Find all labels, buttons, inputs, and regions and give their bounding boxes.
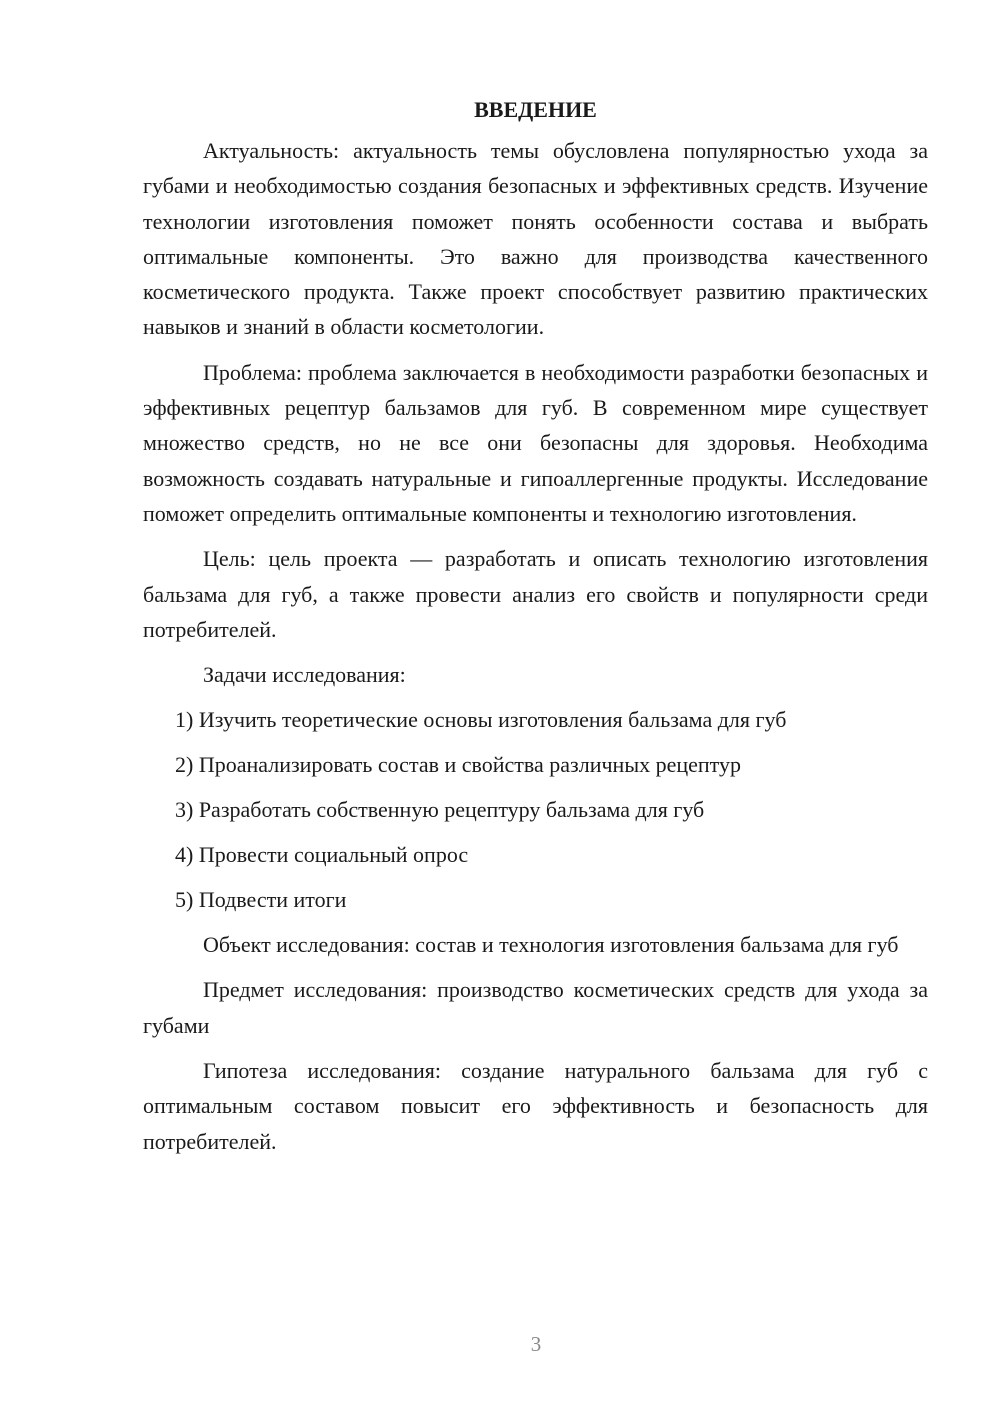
list-item: 1) Изучить теоретические основы изготовления бальзама для губ <box>175 707 787 733</box>
list-item: 4) Провести социальный опрос <box>175 842 469 868</box>
paragraph-subject: Предмет исследования: производство косметических средств для ухода за губами <box>143 977 928 1038</box>
list-item: 5) Подвести итоги <box>175 887 347 913</box>
list-item: 2) Проанализировать состав и свойства различных рецептур <box>175 752 741 778</box>
paragraph-problem: Проблема: проблема заключается в необходимости разработки безопасных и эффективных рецептур бальзамов для губ. В современном мире существует множество средств, но не все они безопасны для здоровья. Необходима возможность создавать натуральные и гипоаллергенные продукты. Исследование поможет определить оптимальные компоненты и технологию изготовления. <box>143 359 928 526</box>
paragraph-object: Объект исследования: состав и технология изготовления бальзама для губ <box>203 932 899 958</box>
task-list <box>143 702 928 917</box>
tasks-heading: Задачи исследования: <box>203 662 406 688</box>
paragraph-relevance: Актуальность: актуальность темы обусловлена популярностью ухода за губами и необходимостью создания безопасных и эффективных средств. Изучение технологии изготовления поможет понять особенности состава и выбрать оптимальные компоненты. Это важно для производства качественного косметического продукта. Также проект способствует развитию практических навыков и знаний в области косметологии. <box>143 138 928 340</box>
list-item: 3) Разработать собственную рецептуру бальзама для губ <box>175 797 705 823</box>
paragraph-goal: Цель: цель проекта — разработать и описать технологию изготовления бальзама для губ, а также провести анализ его свойств и популярности среди потребителей. <box>143 546 928 642</box>
page-title: ВВЕДЕНИЕ <box>474 97 597 122</box>
paragraph-hypothesis: Гипотеза исследования: создание натурального бальзама для губ с оптимальным составом повысит его эффективность и безопасность для потребителей. <box>143 1058 928 1154</box>
page-number: 3 <box>530 1332 542 1356</box>
document-page <box>143 92 928 1169</box>
